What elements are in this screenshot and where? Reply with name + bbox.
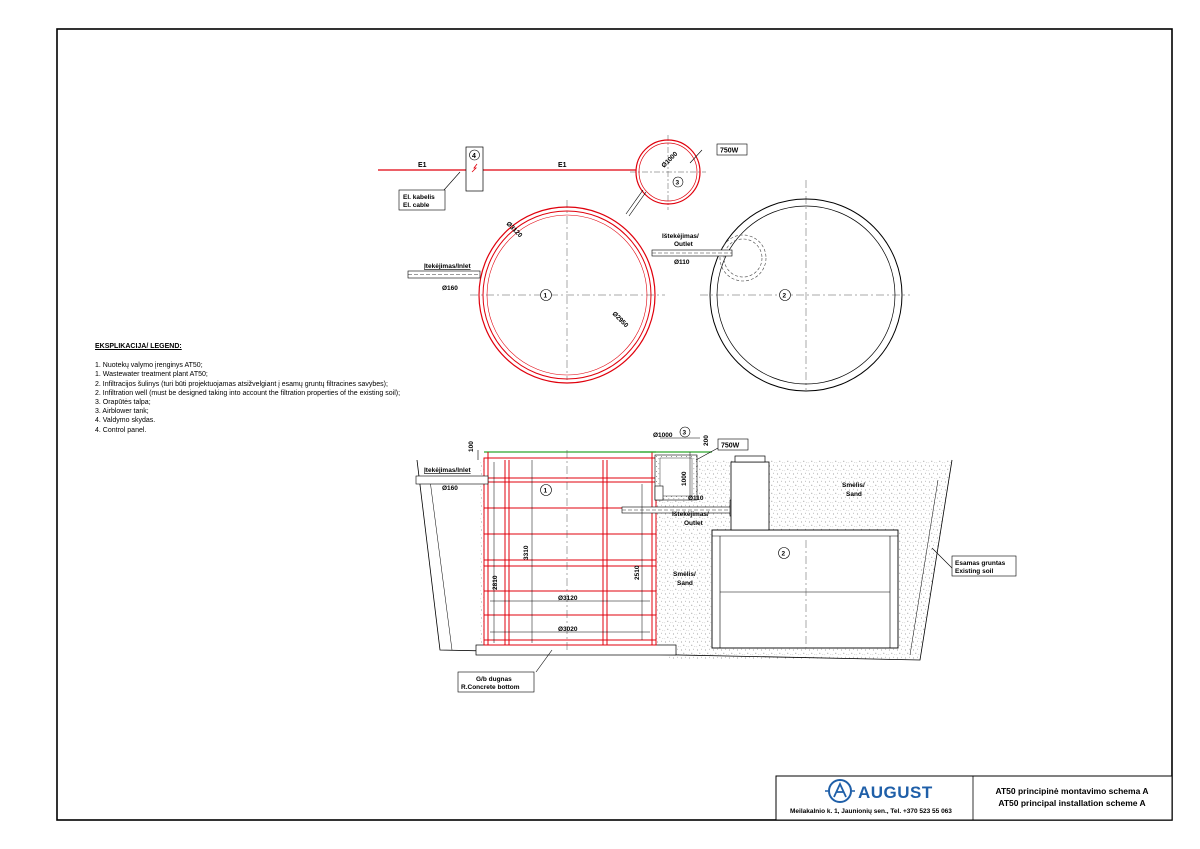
inlet-label-plan: Įtekėjimas/Inlet [424, 263, 471, 270]
sand-lt-mid: Smėlis/ [673, 571, 696, 578]
legend-item: 1. Wastewater treatment plant AT50; [95, 371, 208, 379]
soil-en: Existing soil [955, 568, 994, 575]
bottom-lt: G/b dugnas [476, 676, 512, 683]
inlet-d160-section: Ø160 [442, 485, 458, 492]
inlet-d160-plan: Ø160 [442, 285, 458, 292]
bottom-en: R.Concrete bottom [461, 684, 520, 691]
legend-item: 2. Infiltracijos šulinys (turi būti projektuojamas atsižvelgiant į esamų gruntų filtracines savybes); [95, 380, 388, 388]
blower-power-plan: 750W [720, 147, 739, 155]
tank1-d2950-plan: Ø2950 [610, 310, 630, 330]
outlet-lt-section: Ištekėjimas/ [672, 511, 709, 518]
soil-lt: Esamas gruntas [955, 560, 1006, 567]
tag-4-plan: 4 [472, 153, 476, 160]
outlet-d110-plan: Ø110 [674, 259, 690, 266]
outlet-en-section: Outlet [684, 520, 703, 527]
tag-2-plan: 2 [782, 292, 787, 300]
concrete-bottom [476, 645, 676, 655]
tag-2-section: 2 [781, 550, 786, 558]
tag-1-plan: 1 [543, 292, 548, 300]
blower-d1000-section: Ø1000 [653, 432, 673, 439]
blower-power-section: 750W [721, 442, 740, 450]
dim-200: 200 [703, 435, 710, 446]
cable-note-lt: El. kabelis [403, 194, 435, 201]
company-name: AUGUST [858, 783, 933, 802]
legend-item: 1. Nuotekų valymo įrenginys AT50; [95, 362, 203, 370]
e1-label-left: E1 [418, 162, 427, 169]
d3120-section: Ø3120 [558, 595, 578, 602]
company-address: Meilakalnio k. 1, Jaunionių sen., Tel. +370 523 55 063 [790, 808, 952, 815]
cable-note-en: El. cable [403, 202, 430, 209]
dim-100: 100 [468, 441, 475, 452]
dim-1000: 1000 [681, 471, 688, 486]
dim-2510: 2510 [634, 565, 641, 580]
outlet-d110-section: Ø110 [688, 495, 704, 502]
drawing-title-en: AT50 principal installation scheme A [998, 798, 1146, 808]
dim-3310: 3310 [523, 545, 530, 560]
infiltration-well-section [712, 530, 898, 648]
legend-item: 4. Control panel. [95, 426, 147, 434]
tag-3-plan: 3 [675, 179, 680, 187]
dim-2810: 2810 [492, 575, 499, 590]
sand-en-right: Sand [846, 491, 862, 498]
legend-item: 2. Infiltration well (must be designed taking into account the filtration properties of the existing soil); [95, 389, 401, 397]
tank1-d3120-plan: Ø3120 [504, 220, 524, 240]
tank-1-section [484, 458, 656, 645]
e1-label-right: E1 [558, 162, 567, 169]
blower-d1000-plan: Ø1000 [660, 150, 680, 170]
legend-item: 3. Orapūtės talpa; [95, 399, 151, 407]
tag-3-section: 3 [682, 429, 687, 437]
inlet-pipe-section [416, 476, 488, 484]
drawing-title-lt: AT50 principinė montavimo schema A [995, 786, 1149, 796]
legend-item: 3. Airblower tank; [95, 408, 149, 416]
inlet-label-section: Įtekėjimas/Inlet [424, 467, 471, 474]
outlet-lt-plan: Ištekėjimas/ [662, 233, 699, 240]
d3020-section: Ø3020 [558, 626, 578, 633]
outlet-en-plan: Outlet [674, 241, 693, 248]
sand-en-mid: Sand [677, 580, 693, 587]
legend-title: EKSPLIKACIJA/ LEGEND: [95, 343, 182, 350]
sand-lt-right: Smėlis/ [842, 482, 865, 489]
tag-1-section: 1 [543, 487, 548, 495]
legend [95, 342, 475, 435]
legend-item: 4. Valdymo skydas. [95, 417, 156, 425]
